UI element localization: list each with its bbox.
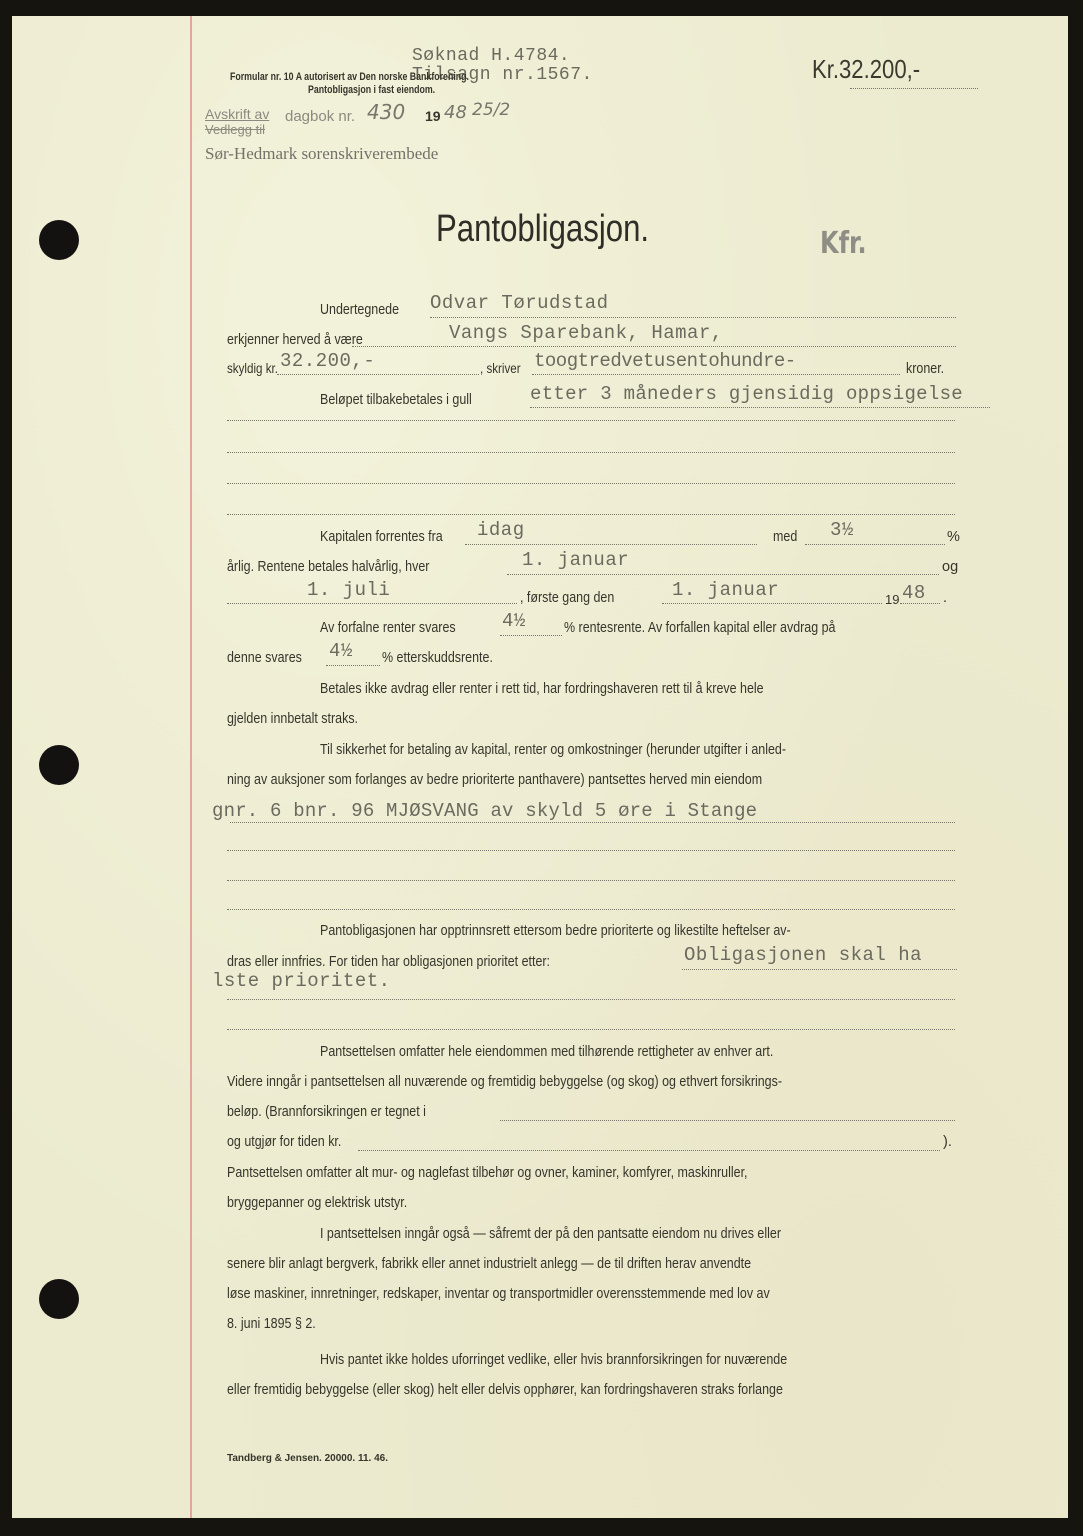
- forfalne-label: Av forfalne renter svares: [320, 620, 456, 636]
- omfatter-line-3: beløp. (Brannforsikringen er tegnet i: [227, 1104, 426, 1120]
- blank-line: [227, 420, 955, 421]
- forste-gang-line: [662, 603, 882, 604]
- skriver-label: , skriver: [480, 361, 521, 376]
- punch-hole: [39, 1279, 79, 1319]
- belopet-line: [530, 407, 990, 408]
- denne-value: 4½: [329, 640, 353, 662]
- blank-line: [227, 880, 955, 881]
- form-line-2: Pantobligasjon i fast eiendom.: [308, 84, 436, 96]
- prioritet-line-2: dras eller innfries. For tiden har obligasjonen prioritet etter:: [227, 954, 550, 970]
- percent-sign: %: [947, 529, 960, 545]
- omfatter-line-6: bryggepanner og elektrisk utstyr.: [227, 1195, 408, 1211]
- blank-line: [227, 850, 955, 851]
- belopet-label: Beløpet tilbakebetales i gull: [320, 392, 472, 408]
- second-date-line: [227, 603, 517, 604]
- skyldig-value: 32.200,-: [280, 350, 376, 372]
- arlig-label: årlig. Rentene betales halvårlig, hver: [227, 559, 430, 575]
- dagbok-label: dagbok nr.: [285, 108, 356, 125]
- first-date-line: [507, 574, 939, 575]
- sikkerhet-line-1: Til sikkerhet for betaling av kapital, renter og omkostninger (herunder utgifter i anled-: [320, 742, 787, 758]
- year-suffix: 48: [444, 102, 467, 123]
- first-date-value: 1. januar: [522, 549, 630, 571]
- omfatter-line-5: Pantsettelsen omfatter alt mur- og naglefast tilbehør og ovner, kaminer, komfyrer, maskinruller,: [227, 1165, 748, 1181]
- period: .: [943, 590, 948, 606]
- erkjenner-line: [352, 346, 956, 347]
- forste-gang-label: , første gang den: [520, 590, 615, 606]
- punch-hole: [39, 745, 79, 785]
- page-title: Pantobligasjon.: [436, 208, 650, 250]
- industri-line-1: I pantsettelsen inngår også — såfremt der på den pantsatte eiendom nu drives eller: [320, 1226, 781, 1242]
- prioritet-value-1: Obligasjonen skal ha: [684, 944, 923, 966]
- rate-line: [805, 544, 945, 545]
- kfr-stamp: Kfr.: [820, 226, 867, 261]
- etterskudd-label: % etterskuddsrente.: [382, 650, 493, 666]
- rate-value: 3½: [830, 519, 854, 541]
- year-prefix-printed: 19: [885, 592, 900, 607]
- denne-label: denne svares: [227, 650, 302, 666]
- kapitalen-value: idag: [477, 519, 525, 541]
- blank-line: [227, 1029, 955, 1030]
- forfalne-line: [500, 635, 562, 636]
- erkjenner-label: erkjenner herved å være: [227, 332, 363, 348]
- prioritet-line: [682, 969, 957, 970]
- skyldig-label: skyldig kr.: [227, 361, 278, 376]
- industri-line-3: løse maskiner, innretninger, redskaper, inventar og transportmidler overensstemmende med lov av: [227, 1286, 770, 1302]
- skriver-line: [532, 374, 900, 375]
- forste-gang-value: 1. januar: [672, 579, 780, 601]
- blank-line: [227, 514, 955, 515]
- undertegnede-value: Odvar Tørudstad: [430, 292, 609, 314]
- industri-line-4: 8. juni 1895 § 2.: [227, 1316, 316, 1332]
- amount-stamp: Kr.32.200,-: [812, 54, 921, 84]
- dagbok-number: 430: [367, 100, 406, 124]
- omfatter-line-1: Pantsettelsen omfatter hele eiendommen med tilhørende rettigheter av enhver art.: [320, 1044, 774, 1060]
- erkjenner-value: Vangs Sparebank, Hamar,: [449, 322, 723, 344]
- year-prefix: 19: [425, 108, 441, 124]
- second-date-value: 1. juli: [307, 579, 391, 601]
- kroner-label: kroner.: [906, 361, 945, 377]
- year-line: [900, 603, 940, 604]
- omfatter-line-4-end: ).: [943, 1134, 952, 1150]
- betales-line-2: gjelden innbetalt straks.: [227, 711, 359, 727]
- betales-line-1: Betales ikke avdrag eller renter i rett tid, har fordringshaveren rett til å kreve hele: [320, 681, 764, 697]
- prioritet-line-2: [227, 999, 955, 1000]
- skyldig-line: [277, 374, 479, 375]
- date-handwritten: 25/2: [472, 100, 511, 120]
- soknad-number: Søknad H.4784.: [412, 46, 571, 66]
- amount-underline: [850, 88, 978, 89]
- og-label: og: [942, 559, 959, 575]
- brannforsikring-line: [500, 1120, 955, 1121]
- document-page: [12, 16, 1068, 1518]
- undertegnede-line: [430, 317, 956, 318]
- prioritet-value-2: lste prioritet.: [212, 970, 391, 992]
- belopet-value: etter 3 måneders gjensidig oppsigelse: [530, 383, 963, 405]
- denne-line: [326, 665, 380, 666]
- property-value: gnr. 6 bnr. 96 MJØSVANG av skyld 5 øre i Stange: [212, 800, 758, 822]
- vedlike-line-1: Hvis pantet ikke holdes uforringet vedlike, eller hvis brannforsikringen for nuværende: [320, 1352, 788, 1368]
- undertegnede-label: Undertegnede: [320, 302, 400, 318]
- prioritet-line-1: Pantobligasjonen har opptrinnsrett ettersom bedre prioriterte og likestilte heftelser av-: [320, 923, 791, 939]
- blank-line: [227, 909, 955, 910]
- year-value: 48: [902, 582, 926, 604]
- office-stamp: Sør-Hedmark sorenskriverembede: [205, 144, 439, 163]
- kapitalen-line: [465, 544, 757, 545]
- rentesrente-label: % rentesrente. Av forfallen kapital eller avdrag på: [564, 620, 836, 636]
- sikkerhet-line-2: ning av auksjoner som forlanges av bedre prioriterte panthavere) pantsettes herved min eiendom: [227, 772, 763, 788]
- med-label: med: [773, 529, 798, 545]
- vedlike-line-2: eller fremtidig bebyggelse (eller skog) helt eller delvis opphører, kan fordringshaveren straks forlange: [227, 1382, 783, 1398]
- tilsagn-number: Tilsagn nr.1567.: [412, 65, 593, 85]
- industri-line-2: senere blir anlagt bergverk, fabrikk eller annet industrielt anlegg — de til driften herav anvendte: [227, 1256, 752, 1272]
- avskrift-label: Avskrift av: [205, 106, 270, 122]
- omfatter-line-2: Videre inngår i pantsettelsen all nuværende og fremtidig bebyggelse (og skog) og ethvert forsikrings-: [227, 1074, 782, 1090]
- kapitalen-label: Kapitalen forrentes fra: [320, 529, 443, 545]
- margin-rule: [190, 16, 192, 1518]
- punch-hole: [39, 220, 79, 260]
- forfalne-value: 4½: [502, 610, 526, 632]
- vedlegg-label: Vedlegg til: [205, 122, 265, 137]
- property-line: [230, 822, 955, 823]
- omfatter-line-4: og utgjør for tiden kr.: [227, 1134, 342, 1150]
- printer-imprint: Tandberg & Jensen. 20000. 11. 46.: [227, 1453, 389, 1464]
- blank-line: [227, 483, 955, 484]
- form-line-1: Formular nr. 10 A autorisert av Den norske Bankforening.: [230, 71, 469, 83]
- blank-line: [227, 452, 955, 453]
- skriver-value: toogtredvetusentohundre-: [534, 350, 796, 372]
- utgjor-line: [358, 1150, 940, 1151]
